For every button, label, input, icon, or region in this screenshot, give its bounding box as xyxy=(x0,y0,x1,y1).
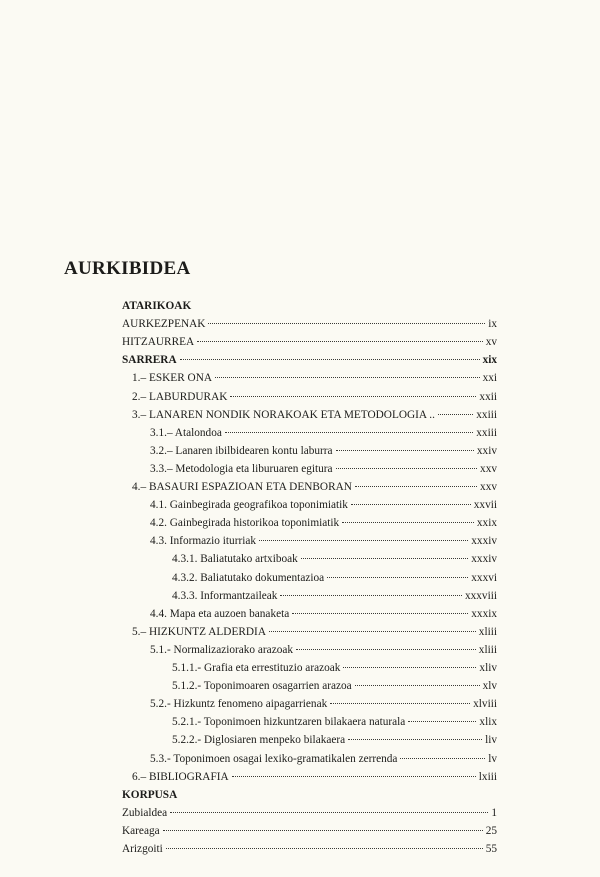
toc-entry-label: Arizgoiti xyxy=(122,843,163,855)
dot-leader xyxy=(301,558,468,559)
toc-entry-page: xxxix xyxy=(471,607,497,620)
toc-entry-page: xxiii xyxy=(476,426,497,439)
dot-leader xyxy=(355,685,480,686)
toc-entry-label: 5.3.- Toponimoen osagai lexiko-gramatikalen zerrenda xyxy=(150,752,398,765)
dot-leader xyxy=(327,577,468,578)
toc-entry-page: xxxiv xyxy=(471,553,497,566)
toc-entry xyxy=(150,697,497,711)
toc-entry-page: xxiv xyxy=(476,444,497,457)
toc-entry xyxy=(132,390,497,404)
toc-entry-page: xxxiv xyxy=(471,535,497,548)
toc-entry-page: 1 xyxy=(491,806,497,819)
dot-leader xyxy=(330,703,470,704)
toc-entry-page: xlviii xyxy=(473,698,497,711)
toc-entry-page: xxvii xyxy=(473,499,497,512)
dot-leader xyxy=(292,613,468,614)
toc-entry xyxy=(132,408,497,422)
toc-section-heading xyxy=(122,353,497,367)
dot-leader xyxy=(197,341,483,342)
toc-entry xyxy=(172,589,497,603)
dot-leader xyxy=(296,649,476,650)
toc-entry-page: xxv xyxy=(480,481,497,493)
toc-entry-page: xxi xyxy=(482,372,497,385)
toc-entry-page: lv xyxy=(488,752,497,765)
toc-entry-label: 3.1.– Atalondoa xyxy=(150,426,222,439)
toc-entry-page: liv xyxy=(485,734,497,747)
toc-entry-page: xxv xyxy=(480,462,497,475)
toc-entry-page: lxiii xyxy=(478,770,497,783)
toc-entry-page: xlv xyxy=(482,680,497,693)
dot-leader xyxy=(166,848,483,849)
toc-entry-label: SARRERA xyxy=(122,354,177,367)
toc-entry-label: 5.1.1.- Grafia eta errestituzio arazoak xyxy=(172,662,341,674)
toc-entry-label: KORPUSA xyxy=(122,788,178,801)
toc-entry-label: Zubialdea xyxy=(122,806,168,819)
toc-entry-label: 5.2.2.- Diglosiaren menpeko bilakaera xyxy=(172,734,346,747)
toc-entry xyxy=(172,661,497,675)
toc-entry xyxy=(132,371,497,385)
toc-entry xyxy=(150,607,497,621)
toc-entry xyxy=(150,498,497,512)
dot-leader xyxy=(215,377,480,378)
toc-entry-label: 5.1.- Normalizaziorako arazoak xyxy=(150,643,294,656)
dot-leader xyxy=(343,667,476,668)
toc-entry-label: 6.– BIBLIOGRAFIA xyxy=(132,770,229,783)
toc-entry-label: 4.3. Informazio iturriak xyxy=(150,535,257,548)
toc-entry-label: 4.2. Gainbegirada historikoa toponimiatik xyxy=(150,517,340,530)
toc-entry-page: xxxviii xyxy=(464,589,497,602)
toc-entry-label: 5.2.1.- Toponimoen hizkuntzaren bilakaera naturala xyxy=(172,716,406,729)
toc-entry xyxy=(150,534,497,548)
toc-entry-label: Kareaga xyxy=(122,824,160,837)
toc-entry-label: 5.– HIZKUNTZ ALDERDIA xyxy=(132,625,266,638)
toc-entry-label: 4.1. Gainbegirada geografikoa toponimiatik xyxy=(150,499,348,512)
toc-entry-page: xv xyxy=(485,336,497,349)
toc-entry-page: xliii xyxy=(478,625,497,638)
dot-leader xyxy=(208,323,485,324)
toc-entry-page: 55 xyxy=(485,843,497,855)
dot-leader xyxy=(230,396,476,397)
toc-entry xyxy=(132,770,497,784)
toc-entry xyxy=(172,552,497,566)
toc-entry-page: xxxvi xyxy=(471,571,497,584)
toc-entry-page: xliii xyxy=(478,643,497,656)
toc-entry-page: xxiii xyxy=(476,408,497,421)
toc-entry xyxy=(172,679,497,693)
toc-entry xyxy=(150,516,497,530)
toc-entry xyxy=(150,643,497,657)
dot-leader xyxy=(408,721,476,722)
toc-entry-label: 4.3.3. Informantzaileak xyxy=(172,589,278,602)
toc-entry-page: xxix xyxy=(476,517,497,530)
toc-entry-label: 4.– BASAURI ESPAZIOAN ETA DENBORAN xyxy=(132,481,352,493)
toc-entry xyxy=(122,335,497,349)
dot-leader xyxy=(232,776,476,777)
toc-entry-label: 1.– ESKER ONA xyxy=(132,372,213,385)
toc-entry-label: 2.– LABURDURAK xyxy=(132,390,228,403)
toc-entry xyxy=(150,752,497,766)
toc-entry xyxy=(122,824,497,838)
toc-entry-page: xxii xyxy=(479,390,497,403)
toc-entry-label: 4.3.1. Baliatutako artxiboak xyxy=(172,553,298,566)
dot-leader xyxy=(351,504,471,505)
toc-entry-label: 3.– LANAREN NONDIK NORAKOAK ETA METODOLOGIA .. xyxy=(132,408,435,421)
toc-entry-page: ix xyxy=(488,318,497,331)
dot-leader xyxy=(348,739,482,740)
dot-leader xyxy=(170,812,488,813)
toc-entry xyxy=(150,426,497,440)
toc-entry xyxy=(122,317,497,331)
toc-entry-label: 4.4. Mapa eta auzoen banaketa xyxy=(150,607,290,620)
toc-entry-page: xlix xyxy=(479,716,497,729)
toc-entry xyxy=(172,715,497,729)
dot-leader xyxy=(438,414,473,415)
dot-leader xyxy=(355,486,477,487)
toc-entry-page: xix xyxy=(482,354,497,367)
toc-entry xyxy=(172,571,497,585)
toc-entry xyxy=(172,733,497,747)
dot-leader xyxy=(336,468,477,469)
toc-entry-label: AURKEZPENAK xyxy=(122,318,206,331)
dot-leader xyxy=(400,758,485,759)
toc-section-heading xyxy=(122,299,497,313)
toc-section-heading xyxy=(122,788,497,802)
toc-entry-label: 5.1.2.- Toponimoaren osagarrien arazoa xyxy=(172,680,352,693)
toc-entry-label: 4.3.2. Baliatutako dokumentazioa xyxy=(172,571,325,584)
toc-entry-page: xliv xyxy=(479,662,497,674)
toc-entry-label: 5.2.- Hizkuntz fenomeno aipagarrienak xyxy=(150,698,328,711)
toc-entry xyxy=(150,444,497,458)
dot-leader xyxy=(163,830,483,831)
toc-entry-page: 25 xyxy=(485,824,497,837)
dot-leader xyxy=(336,450,474,451)
page-title: AURKIBIDEA xyxy=(64,258,191,279)
toc-entry xyxy=(132,625,497,639)
toc-entry-label: ATARIKOAK xyxy=(122,300,192,312)
toc-entry xyxy=(132,480,497,494)
dot-leader xyxy=(259,540,468,541)
toc-entry xyxy=(122,842,497,856)
toc-entry xyxy=(122,806,497,820)
toc-entry-label: 3.3.– Metodologia eta liburuaren egitura xyxy=(150,462,333,475)
dot-leader xyxy=(342,522,474,523)
dot-leader xyxy=(269,631,476,632)
toc-entry-label: 3.2.– Lanaren ibilbidearen kontu laburra xyxy=(150,444,333,457)
toc-entry xyxy=(150,462,497,476)
dot-leader xyxy=(225,432,473,433)
dot-leader xyxy=(280,595,462,596)
dot-leader xyxy=(180,359,480,360)
toc-entry-label: HITZAURREA xyxy=(122,336,195,349)
